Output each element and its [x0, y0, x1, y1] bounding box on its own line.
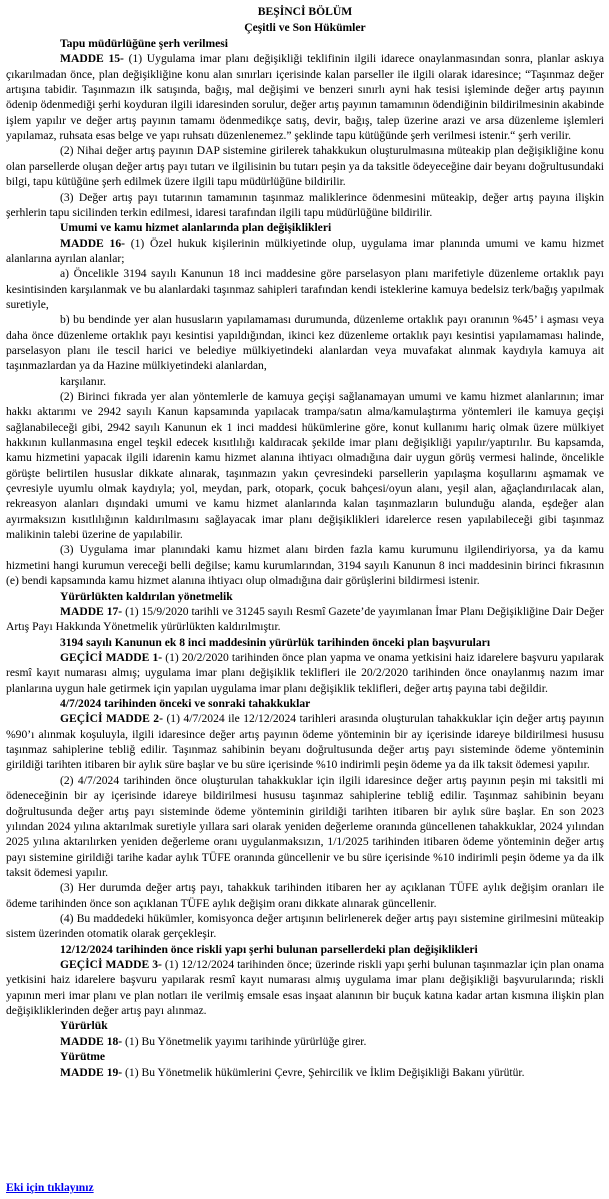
paragraph-text: (1) Bu Yönetmelik yayımı tarihinde yürürlüğe girer. [122, 1034, 367, 1048]
paragraph-text: (2) Birinci fıkrada yer alan yöntemlerle de kamuya geçişi sağlanamayan umumi ve kamu hizmet alanlarının; imar hakkı aktarımı ve 2942 sayılı Kanun kapsamında yapılacak trampa/satın alma/kamulaştırma yöntemleri ile kamuya geçişi sağlanabileceği gibi, 2942 sayılı Kanunun ek 1 inci maddesi hükümlerine göre, konut kullanımı hariç olmak üzere mülkiyet hakkının kullanmasına engel teşkil edecek kısıtlılığı kaldıracak şekilde imar planı değişikliği yapılır/yaptırılır. Bu kapsamda, kamu hizmetini yapacak ilgili idarenin kamu hizmet alanına ihtiyacı olmadığına dair uygun görüş vermesi halinde, öncelikle görüşte belirtilen hususlar dikkate alınarak, taşınmazın yakın çevresindeki parsellerin yapılaşma koşullarını aşmamak ve çevresiyle uyumlu olmak kaydıyla; yol, meydan, park, otopark, çocuk bahçesi/oyun alanı, yeşil alan, ağaçlandırılacak alan, rekreasyon alanları dışındaki umumi ve kamu hizmet alanlarında kalan taşınmazların bulunduğu alanda, eşdeğer alan ayırmaksızın kısıtlılığının kaldırılmasını sağlayacak imar planı değişiklikleri idarelerce resen yapılabileceği gibi taşınmaz malikinin talebi üzerine de yapılabilir. [6, 390, 604, 542]
paragraph [6, 1065, 604, 1080]
article-label: MADDE 16- [60, 236, 126, 250]
paragraph [6, 190, 604, 221]
paragraph-text: (1) Bu Yönetmelik hükümlerini Çevre, Şehircilik ve İklim Değişikliği Bakanı yürütür. [122, 1065, 525, 1079]
paragraph-text: b) bu bendinde yer alan hususların yapılamaması durumunda, düzenleme ortaklık payı oranının %45’ i aşması veya daha önce düzenleme ortaklık payı kesintisi yapıldığından, ikinci kez düzenleme ortaklık payı kesintisi yapılamaması halinde, parselasyon planı ile tescil harici ve belediye mülkiyetindeki alanlardan veya muvafakat alınmak kaydıyla kamuya ait taşınmazlardan ya da Hazine mülkiyetindeki alanlardan, [6, 313, 604, 373]
article-label: MADDE 18- [60, 1034, 123, 1048]
paragraph [6, 711, 604, 772]
paragraph-text: (1) 15/9/2020 tarihli ve 31245 sayılı Resmî Gazete’de yayımlanan İmar Planı Değişikliğine Dair Değer Artış Payı Hakkında Yönetmelik yürürlükten kaldırılmıştır. [6, 604, 605, 634]
paragraph [6, 604, 604, 635]
attachment-link[interactable]: Eki için tıklayınız [6, 1181, 94, 1194]
paragraph [6, 236, 604, 267]
article-heading: Yürütme [60, 1050, 106, 1064]
paragraph [6, 389, 604, 542]
paragraph [6, 143, 604, 189]
article-heading: 12/12/2024 tarihinden önce riskli yapı şerhi bulunan parsellerdeki plan değişiklikleri [60, 942, 478, 956]
paragraph-text: (1) 12/12/2024 tarihinden önce; üzerinde riskli yapı şerhi bulunan taşınmazlar için plan onama yetkisini haiz idarelere başvuru yapılarak resmî kayıt numarası almış uygulama imar planı değişikliği başvurularında; riskli yapının meri imar planı ve plan notları ile verilmiş emsale esas inşaat alanının bir buçuk katına kadar artan kısmına ilişkin plan değişikliklerinden değer artış payı alınmaz. [6, 958, 604, 1018]
article-label: MADDE 19- [60, 1065, 123, 1079]
article-heading: Tapu müdürlüğüne şerh verilmesi [60, 37, 229, 50]
paragraph [6, 374, 604, 389]
paragraph-text: (3) Değer artış payı tutarının tamamının taşınmaz maliklerince ödenmesini müteakip, değer artış payına ilişkin şerhlerin tapu sicilinden terkin edilmesi, idaresi tarafından ilgili tapu müdürlüğüne bildirilir. [6, 190, 604, 219]
paragraph-text: a) Öncelikle 3194 sayılı Kanunun 18 inci maddesine göre parselasyon planı marifetiyle düzenleme ortaklık payı kesintisinden karşılanmak ve bu alanlardaki taşınmaz sahipleri tarafından kendi isteklerine kamuya bedelsiz terk/bağış yapılmak suretiyle, [6, 267, 604, 311]
paragraph [6, 880, 604, 911]
paragraph [6, 773, 604, 880]
article-heading: 4/7/2024 tarihinden önceki ve sonraki tahakkuklar [60, 697, 311, 711]
paragraph-text: (2) Nihai değer artış payının DAP sistemine girilerek tahakkukun oluşturulmasına müteakip plan değişikliğine konu olan parsellerde oluşan değer artış payı tutarı ve ilgilisinin bu tutarı peşin ya da taksitle ödeyeceğine dair beyanı doğrultusundaki bilgi, tapu kütüğüne şerh edilmek üzere ilgili tapu müdürlüğüne bildirilir. [6, 144, 604, 189]
paragraph-text: karşılanır. [60, 374, 107, 388]
section-title: BEŞİNCİ BÖLÜM [257, 5, 353, 18]
paragraph [6, 51, 604, 143]
article-label: MADDE 15- [60, 52, 124, 66]
paragraph-text: (1) 20/2/2020 tarihinden önce plan yapma ve onama yetkisini haiz idarelere başvuru yapılarak resmî kayıt numarası almış; uygulama imar planı değişiklik teklifleri ile 20/2/2020 tarihinden önce onaylanmış nazım imar planlarına uygun hale getirmek için yapılan uygulama imar planı değişiklik teklifleri, değer artış payına tabi değildir. [6, 651, 604, 695]
article-label: GEÇİCİ MADDE 1- [60, 651, 163, 664]
paragraph [6, 911, 604, 942]
article-heading: Yürürlük [60, 1019, 108, 1033]
paragraph-text: (1) 4/7/2024 ile 12/12/2024 tarihleri arasında oluşturulan tahakkuklar için değer artış payının %90’ı alınmak koşuluyla, ilgili idaresince değer artış payının ödeme yönteminin bir ay içerisinde idareye bildirilmesi hususu taşınmaz sahiplerine tebliğ edilir. Taşınmaz sahibinin beyanı doğrultusunda değer artış payı sisteminde ödeme yönteminin girildiği tarihten itibaren bir aylık süre başlar ve bu süre içerisinde %10 indirimli peşin ödeme ya da ilk taksit ödemesi yapılır. [6, 712, 604, 772]
article-heading: 3194 sayılı Kanunun ek 8 inci maddesinin yürürlük tarihinden önceki plan başvuruları [60, 635, 491, 649]
paragraph-text: (4) Bu maddedeki hükümler, komisyonca değer artışının belirlenerek değer artış payı sistemine girilmesini müteakip sistem üzerinden otomatik olarak gerçekleşir. [6, 911, 604, 941]
article-label: GEÇİCİ MADDE 2- [60, 712, 163, 726]
paragraph-text: (3) Uygulama imar planındaki kamu hizmet alanı birden fazla kamu kurumunu ilgilendiriyorsa, ya da kamu hizmetini hangi kurumun vereceği belli değilse; kamu kurumlarından, 3194 sayılı Kanunun 8 inci maddesinin birinci fıkrasının (e) bendi kapsamında kamu hizmet alanına ihtiyacı olup olmadığına dair görüşlerini bildirmesi istenir. [6, 543, 604, 588]
section-subtitle: Çeşitli ve Son Hükümler [244, 21, 366, 34]
paragraph-text: (1) Uygulama imar planı değişikliği teklifinin ilgili idarece onaylanmasından sonra, planlar askıya çıkarılmadan önce, plan değişikliğine konu alan sınırları içerisinde kalan parseller ile ilgili olarak idaresince; “Taşınmaz değer artışına tabidir. Taşınmazın ilk satışında, bağış, mal değişimi ve benzeri sınırlı ayni hak tesisi işleminde değer artış payının ödenip ödenmediği şerhi koyduran ilgili idaresinden sorulur, değer artış payının tamamının ödendiğinin bildirilmesinin akabinde işlem yapılır ve değer artış payının tamamı ödenmedikçe satış, devir, bağış, talep üzerine arazi ve arsa düzenleme işlemleri yapılamaz, ruhsata esas belge ve yapı ruhsatı düzenlenemez.” şeklinde tapu kütüğünde şerh verilmesi istenir.“ şerh verilir. [6, 52, 604, 143]
paragraph-text: (2) 4/7/2024 tarihinden önce oluşturulan tahakkuklar için ilgili idaresince değer artış payının peşin mi taksitli mi ödeneceğinin bir ay içerisinde idareye bildirilmesi hususu taşınmaz sahiplerine tebliğ edilir. Taşınmaz sahibinin beyanı doğrultusunda değer artış payı sisteminde ödeme yönteminin girildiği tarihten itibaren bir aylık süre başlar. En son 2023 yılından 2024 yılına aktarılmak suretiyle yıllara sari olarak yeniden değerleme oranında güncellenen tahakkuklar, 2024 yılından 2025 yılına aktarılırken yeniden değerleme oranı uygulanmaksızın, 1/1/2025 tarihinden itibaren ödeme yönteminin değer artış payı sistemine girildiği tarihe kadar aylık TÜFE oranında güncellenir ve bu süre içerisinde %10 indirimli peşin ödeme ya da ilk taksit ödemesi yapılır. [6, 773, 604, 879]
paragraph [6, 957, 604, 1018]
paragraph-text: (3) Her durumda değer artış payı, tahakkuk tarihinden itibaren her ay açıklanan TÜFE aylık değişim oranları ile ödeme tarihinden önce son açıklanan TÜFE aylık değişim oranı dikkate alınarak güncellenir. [6, 881, 604, 910]
paragraph [6, 312, 604, 373]
document-body [6, 36, 604, 1080]
article-heading: Umumi ve kamu hizmet alanlarında plan değişiklikleri [60, 221, 332, 235]
paragraph [6, 650, 604, 696]
paragraph [6, 542, 604, 588]
paragraph [6, 1034, 604, 1049]
article-label: MADDE 17- [60, 604, 123, 618]
paragraph-text: (1) Özel hukuk kişilerinin mülkiyetinde olup, uygulama imar planında umumi ve kamu hizmet alanlarına ayrılan alanlar; [6, 236, 604, 265]
paragraph [6, 266, 604, 312]
article-heading: Yürürlükten kaldırılan yönetmelik [60, 589, 233, 603]
article-label: GEÇİCİ MADDE 3- [60, 958, 162, 971]
